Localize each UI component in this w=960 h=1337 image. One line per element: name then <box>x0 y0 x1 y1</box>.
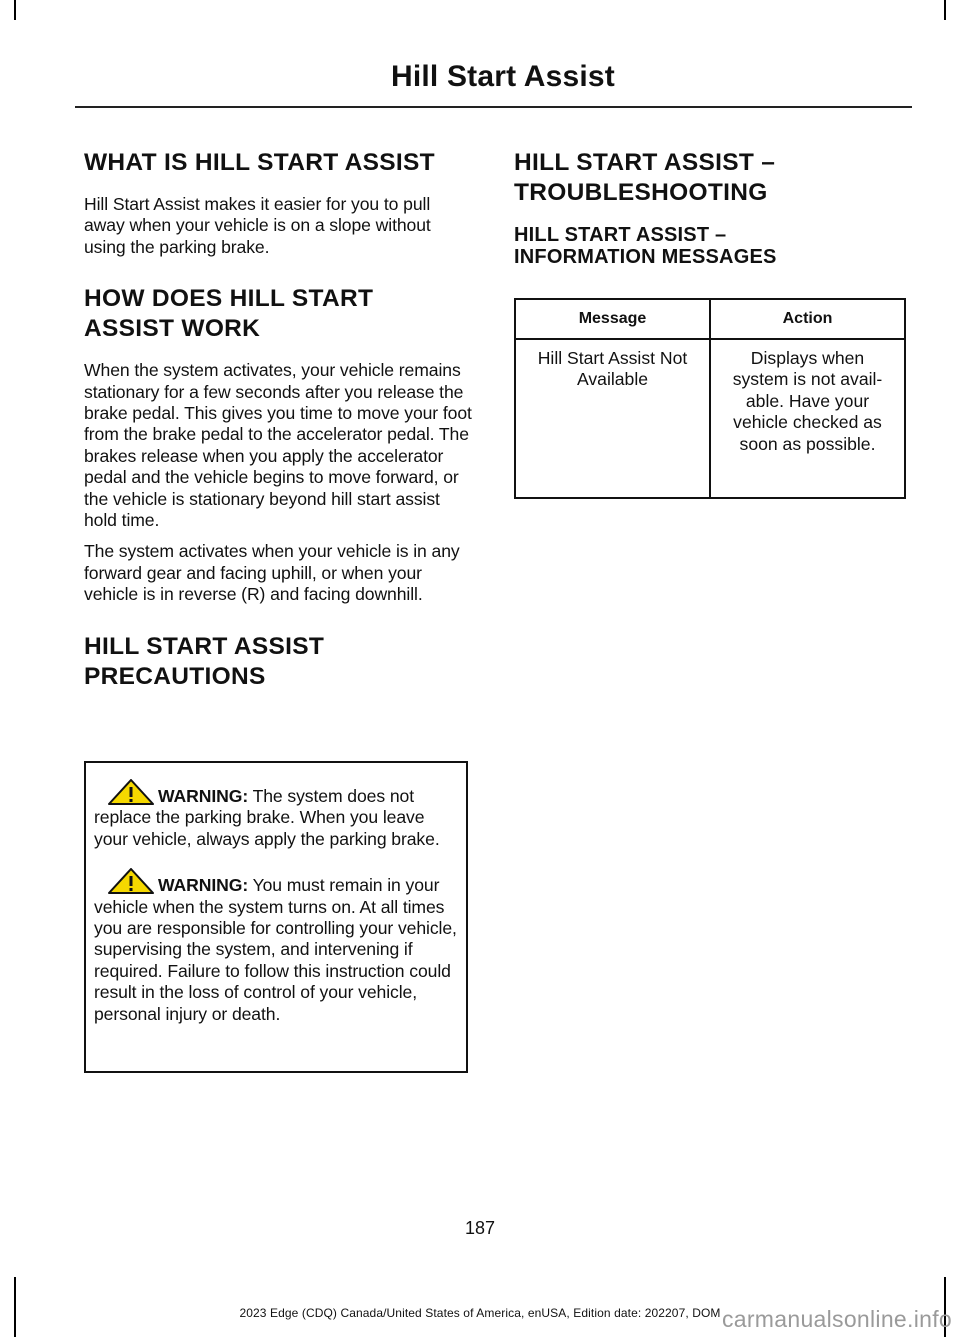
heading-line: ASSIST WORK <box>84 315 261 343</box>
page-number: 187 <box>464 1218 496 1238</box>
paragraph-activation: The system activates when your vehicle is in any forward gear and facing uphill, or when your vehicle is in reverse (R) and facing downhill. <box>84 541 460 605</box>
heading-line: HILL START ASSIST <box>84 632 325 660</box>
heading-line: WHAT IS HILL START ASSIST <box>84 149 435 176</box>
warning-box <box>84 761 468 1073</box>
crop-mark <box>14 0 16 20</box>
heading-line: INFORMATION MESSAGES <box>514 246 777 268</box>
warning-label: WARNING: <box>158 786 249 806</box>
column-header-message: Message <box>515 299 710 339</box>
table-cell-action: Displays when system is not avail-able. Have your vehicle checked as soon as possible. <box>710 339 905 498</box>
heading-line: PRECAUTIONS <box>84 662 266 690</box>
page-title: Hill Start Assist <box>390 60 615 93</box>
warning-triangle-icon <box>108 779 154 805</box>
information-messages-table <box>514 298 906 499</box>
header-rule <box>75 106 912 108</box>
paragraph-intro: Hill Start Assist makes it easier for you to pull away when your vehicle is on a slope without using the parking brake. <box>84 194 431 257</box>
watermark: carmanualsonline.info <box>721 1306 952 1332</box>
warning-item <box>94 868 458 1025</box>
warning-item <box>94 779 458 850</box>
section-heading-troubleshooting <box>514 148 906 208</box>
table-header-row <box>515 299 905 339</box>
warning-text: The system does not replace the parking brake. When you leave your vehicle, always apply the parking brake. <box>94 786 440 849</box>
warning-triangle-icon <box>108 868 154 894</box>
left-column <box>84 148 474 692</box>
table-cell-message: Hill Start Assist Not Available <box>515 339 710 498</box>
subheading-information-messages <box>514 224 906 268</box>
heading-line: HILL START ASSIST – <box>514 149 776 176</box>
crop-mark <box>944 0 946 20</box>
paragraph-how-works: When the system activates, your vehicle remains stationary for a few seconds after you release the brake pedal. This gives you time to move your foot from the brake pedal to the accelerator pedal. The brakes release when you apply the accelerator pedal and the vehicle begins to move forward, or the vehicle is stationary beyond hill start assist hold time. <box>84 360 472 531</box>
section-heading-precautions <box>84 632 474 692</box>
heading-line: HOW DOES HILL START <box>84 285 374 313</box>
warning-text: You must remain in your vehicle when the system turns on. At all times you are responsible for controlling your vehicle, supervising the system, and intervening if required. Failure to follow this instruction could result in the loss of control of your vehicle, personal injury or death. <box>94 875 457 1024</box>
heading-line: HILL START ASSIST – <box>514 224 727 246</box>
warning-label: WARNING: <box>158 875 249 896</box>
heading-line: TROUBLESHOOTING <box>514 179 768 206</box>
edition-info: 2023 Edge (CDQ) Canada/United States of America, enUSA, Edition date: 202207, DOM <box>239 1306 721 1320</box>
section-heading-what-is <box>84 148 474 178</box>
column-header-action: Action <box>710 299 905 339</box>
table-row <box>515 339 905 498</box>
right-column <box>514 148 906 268</box>
section-heading-how-works <box>84 284 474 344</box>
